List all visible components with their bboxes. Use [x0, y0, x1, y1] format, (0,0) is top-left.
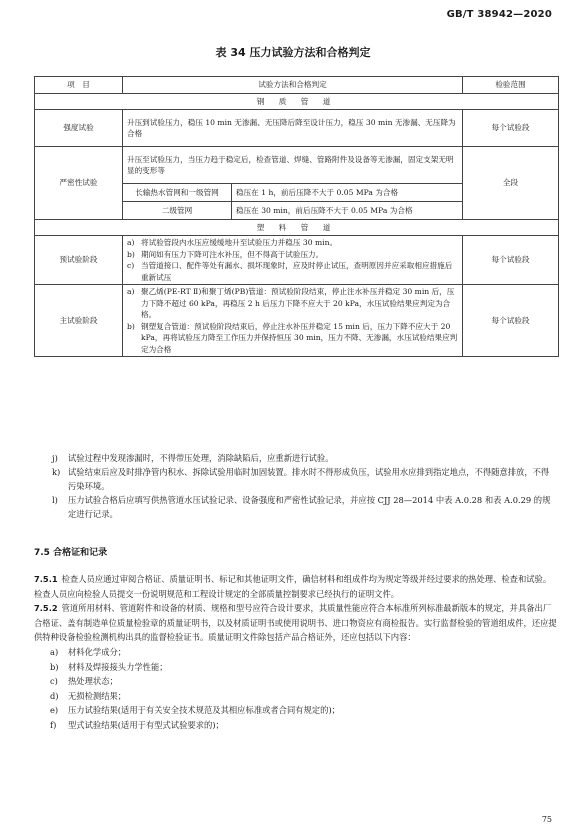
clause-7-5-1: 7.5.1 检查人员应通过审阅合格证、质量证明书、标记和其他证明文件，确信材料和组成件均为规定等级并经过要求的热处理、检查和试验。检查人员应向检验人员提交一份说明规范和工程设计规定的全部质量控制要求已经执行的证明文件。	[34, 574, 552, 599]
section-steel: 钢 质 管 道	[35, 94, 559, 110]
col-header-method: 试验方法和合格判定	[123, 77, 463, 94]
col-header-range: 检验范围	[463, 77, 559, 94]
list-item: e) 压力试验结果(适用于有关安全技术规范及其相应标准或者合同有规定的)；	[50, 705, 340, 716]
row-label-main: 主试验阶段	[35, 285, 123, 357]
row-range-main: 每个试验段	[463, 285, 559, 357]
page-number: 75	[541, 815, 552, 824]
row-method-strength: 升压到试验压力，稳压 10 min 无渗漏、无压降后降至设计压力，稳压 30 min 无渗漏、无压降为合格	[123, 110, 463, 147]
table-header-row	[35, 77, 559, 94]
note-item: k) 试验结束后应及时排净管内积水、拆除试验用临时加固装置。排水时不得形成负压，试验用水应排到指定地点，不得随意排放，不得污染环境。	[52, 467, 550, 491]
document-list	[50, 645, 558, 733]
pressure-test-table	[34, 76, 559, 357]
table-row	[35, 110, 559, 147]
list-item: a) 聚乙烯(PE-RT Ⅱ)和聚丁烯(PB)管道：预试验阶段结束，停止注水补压并稳定 30 min 后，压力下降不超过 60 kPa，再稳压 2 h 后压力下降不应大于 20 kPa，水压试验结果应判定为合格。	[127, 287, 455, 319]
clause-7-5-2: 7.5.2 管道所用材料、管道附件和设备的材质、规格和型号应符合设计要求，其质量性能应符合本标准所列标准最新版本的规定，并具备出厂合格证、盖有制造单位质量检验章的质量证明书，以及材质证明书或使用说明书、进口物资应有商检报告。实行监督检验的管道组成件，还应提供特种设备检验检测机构出具的监督检验证书。质量证明文件除包括产品合格证外，还应包括以下内容：	[34, 603, 557, 643]
list-item: b) 期间如有压力下降可注水补压，但不得高于试验压力。	[127, 249, 324, 259]
notes-list	[52, 451, 556, 521]
row-label-pre: 预试验阶段	[35, 236, 123, 285]
list-item: d) 无损检测结果；	[50, 690, 127, 701]
list-item: c) 热处理状态；	[50, 676, 118, 687]
list-item: f) 型式试验结果(适用于有型式试验要求的)；	[50, 719, 224, 730]
list-item: c) 当管道接口、配件等处有漏水、损坏现象时，应及时停止试压，查明原因并应采取相应措施后重新试压	[127, 261, 453, 282]
note-item: l) 压力试验合格后应填写供热管道水压试验记录、设备强度和严密性试验记录，并应按 CJJ 28—2014 中表 A.0.28 和表 A.0.29 的规定进行记录。	[52, 495, 551, 519]
table-title: 表 34 压力试验方法和合格判定	[215, 46, 371, 59]
subrow-method-1: 稳压在 1 h，前后压降不大于 0.05 MPa 为合格	[232, 184, 463, 202]
list-item: b) 材料及焊接接头力学性能；	[50, 661, 168, 672]
clauses-body	[34, 572, 558, 733]
row-label-tightness: 严密性试验	[35, 147, 123, 220]
note-item: j) 试验过程中发现渗漏时，不得带压处理，消除缺陷后，应重新进行试验。	[52, 453, 334, 463]
row-method-main	[123, 285, 463, 357]
list-item: a) 材料化学成分；	[50, 646, 127, 657]
list-item: a) 将试验管段内水压应缓缓地升至试验压力并稳压 30 min。	[127, 238, 338, 247]
table-row	[35, 285, 559, 357]
table-row	[35, 236, 559, 285]
standard-code: GB/T 38942—2020	[446, 9, 552, 20]
table-row	[35, 147, 559, 184]
subrow-name-2: 二级管网	[123, 202, 232, 220]
row-method-tightness: 升压至试验压力，当压力趋于稳定后，检查管道、焊缝、管路附件及设备等无渗漏，固定支架无明显的变形等	[123, 147, 463, 184]
row-label-strength: 强度试验	[35, 110, 123, 147]
row-method-pre	[123, 236, 463, 285]
section-plastic: 塑 料 管 道	[35, 220, 559, 236]
col-header-item: 项 目	[35, 77, 123, 94]
section-heading: 7.5 合格证和记录	[34, 548, 108, 558]
list-item: b) 钢塑复合管道：预试验阶段结束后，停止注水补压并稳定 15 min 后，压力下降不应大于 20 kPa，再将试验压力降至工作压力并保持恒压 30 min，压力不降、无渗漏，水压试验结果应判定为合格	[127, 321, 458, 354]
subrow-method-2: 稳压在 30 min，前后压降不大于 0.05 MPa 为合格	[232, 202, 463, 220]
row-range-tightness: 全段	[463, 147, 559, 220]
subrow-name-1: 长输热水管网和一级管网	[123, 184, 232, 202]
row-range-pre: 每个试验段	[463, 236, 559, 285]
row-range-strength: 每个试验段	[463, 110, 559, 147]
